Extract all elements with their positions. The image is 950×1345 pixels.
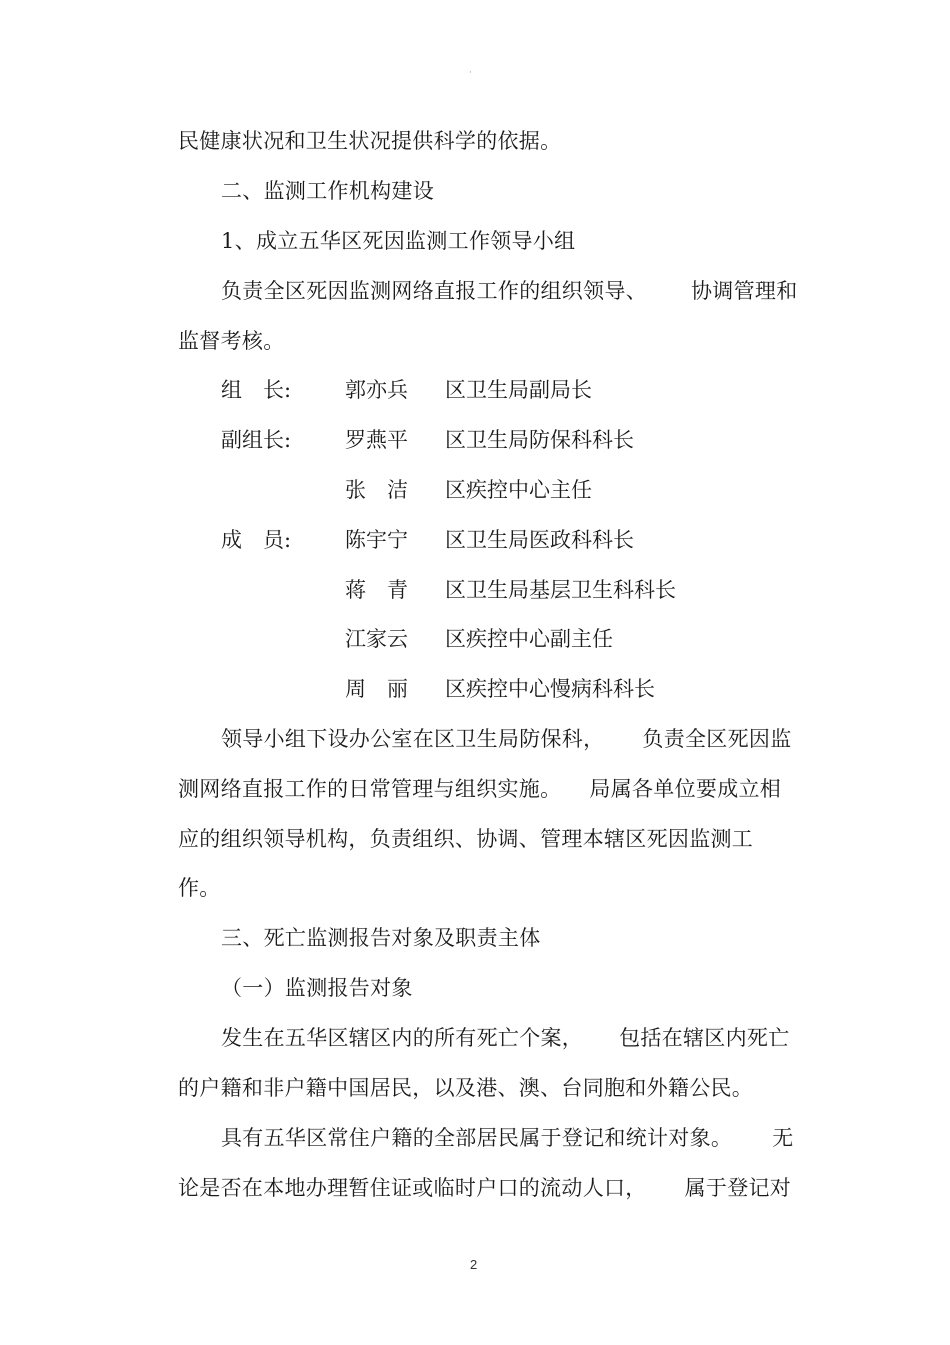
section-heading: 三、死亡监测报告对象及职责主体	[221, 926, 541, 950]
member-role: 组 长:	[221, 378, 292, 402]
text-segment: 具有五华区常住户籍的全部居民属于登记和统计对象。	[221, 1126, 733, 1150]
paragraph-line: 民健康状况和卫生状况提供科学的依据。	[178, 129, 562, 153]
text-segment: 协调管理和	[691, 279, 798, 303]
paragraph-line	[221, 1123, 794, 1153]
paragraph-line	[221, 1023, 790, 1053]
subsection-heading: （一）监测报告对象	[221, 976, 413, 1000]
text-segment: 发生在五华区辖区内的所有死亡个案，	[221, 1026, 584, 1050]
text-segment: 论是否在本地办理暂住证或临时户口的流动人口，	[178, 1176, 647, 1200]
member-name: 江家云	[345, 627, 408, 651]
paragraph-line	[178, 774, 781, 804]
member-name: 周 丽	[345, 677, 408, 701]
member-position: 区卫生局基层卫生科科长	[445, 578, 676, 602]
member-name: 罗燕平	[345, 428, 408, 452]
paragraph-line: 的户籍和非户籍中国居民，以及港、澳、台同胞和外籍公民。	[178, 1076, 754, 1100]
member-position: 区疾控中心副主任	[445, 627, 613, 651]
text-segment: 负责全区死因监	[642, 727, 792, 751]
paragraph-line: 监督考核。	[178, 329, 285, 353]
text-segment: 局属各单位要成立相	[589, 777, 782, 801]
member-position: 区疾控中心慢病科科长	[445, 677, 655, 701]
member-name: 郭亦兵	[345, 378, 408, 402]
paragraph-line: 作。	[178, 876, 221, 900]
section-heading: 二、监测工作机构建设	[221, 179, 434, 203]
text-segment: 属于登记对	[684, 1176, 792, 1200]
member-name: 蒋 青	[345, 578, 408, 602]
paragraph-line	[221, 276, 798, 306]
text-segment: 领导小组下设办公室在区卫生局防保科，	[221, 727, 605, 751]
text-segment: 包括在辖区内死亡	[619, 1026, 790, 1050]
member-name: 陈宇宁	[345, 528, 408, 552]
header-mark: ·	[469, 68, 472, 78]
text-segment: 测网络直报工作的日常管理与组织实施。	[178, 777, 562, 801]
paragraph-line	[178, 1173, 791, 1203]
member-role: 副组长:	[221, 428, 292, 452]
text-segment: 负责全区死因监测网络直报工作的组织领导、	[221, 279, 647, 303]
member-position: 区卫生局防保科科长	[445, 428, 634, 452]
subsection-heading: 1、成立五华区死因监测工作领导小组	[221, 229, 576, 253]
member-position: 区卫生局医政科科长	[445, 528, 634, 552]
member-name: 张 洁	[345, 478, 408, 502]
member-position: 区卫生局副局长	[445, 378, 592, 402]
member-position: 区疾控中心主任	[445, 478, 592, 502]
text-segment: 无	[772, 1126, 794, 1150]
member-role: 成 员:	[221, 528, 292, 552]
paragraph-line	[221, 724, 792, 754]
paragraph-line: 应的组织领导机构，负责组织、协调、管理本辖区死因监测工	[178, 827, 754, 851]
page-number: 2	[470, 1257, 478, 1272]
